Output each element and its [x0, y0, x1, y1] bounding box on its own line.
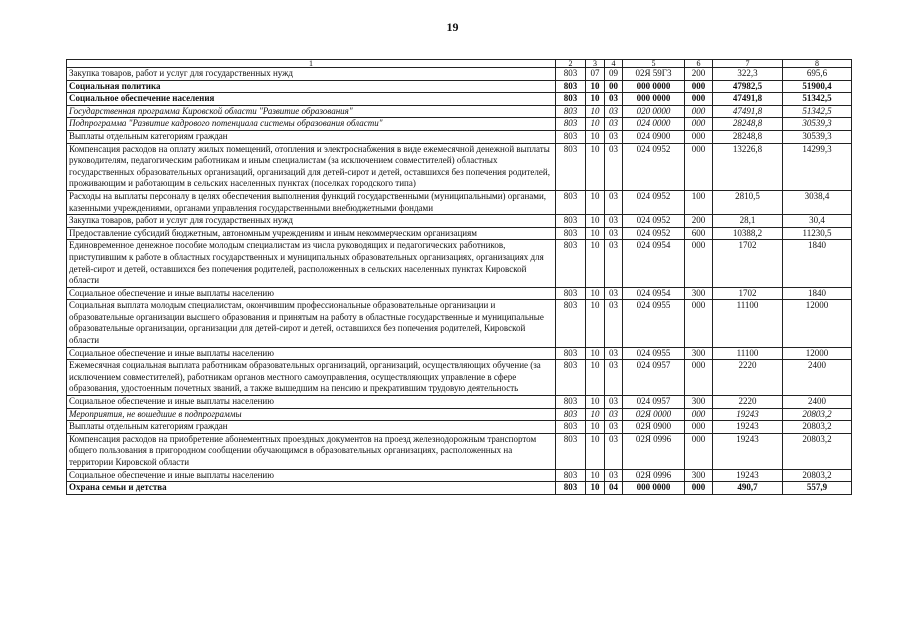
item-name-cell: Ежемесячная социальная выплата работникам образовательных организаций, организаций, осуществляющих обучение (за исключением совместителей), работникам органов местного самоуправления, осуществляющих управление в сфере образования, удостоенным почетных званий, а также вышедшим на пенсию и прекратившим трудовую деятельность: [67, 360, 556, 396]
section-code-cell: 10: [586, 408, 605, 421]
expense-type-code-cell: 000: [685, 433, 713, 469]
expense-type-code-cell: 000: [685, 408, 713, 421]
item-name-cell: Государственная программа Кировской области "Развитие образования": [67, 105, 556, 118]
subsection-code-cell: 03: [605, 347, 623, 360]
table-row: [67, 240, 852, 287]
column-number-4: 4: [605, 60, 623, 68]
column-number-6: 6: [685, 60, 713, 68]
section-code-cell: 07: [586, 68, 605, 81]
target-code-cell: 024 0900: [623, 130, 685, 143]
expense-type-code-cell: 000: [685, 421, 713, 434]
target-code-cell: 024 0952: [623, 190, 685, 214]
table-row: [67, 118, 852, 131]
table-row: [67, 227, 852, 240]
item-name-cell: Единовременное денежное пособие молодым специалистам из числа руководящих и педагогических работников, приступившим к работе в областных государственных и муниципальных образовательных организациях, организациях для детей-сирот и детей, оставшихся без попечения родителей, расположенных в сельских населенных пунктах Кировской области: [67, 240, 556, 287]
target-code-cell: 02Я 59Г3: [623, 68, 685, 81]
item-name-cell: Социальное обеспечение и иные выплаты населению: [67, 396, 556, 409]
admin-code-cell: 803: [556, 68, 586, 81]
table-row: [67, 482, 852, 495]
amount-year-2-cell: 30,4: [783, 215, 852, 228]
amount-year-1-cell: 47491,8: [713, 93, 783, 106]
subsection-code-cell: 03: [605, 190, 623, 214]
subsection-code-cell: 00: [605, 80, 623, 93]
item-name-cell: Подпрограмма "Развитие кадрового потенциала системы образования области": [67, 118, 556, 131]
amount-year-2-cell: 20803,2: [783, 421, 852, 434]
target-code-cell: 024 0955: [623, 300, 685, 347]
table-row: [67, 190, 852, 214]
section-code-cell: 10: [586, 300, 605, 347]
admin-code-cell: 803: [556, 130, 586, 143]
target-code-cell: 024 0954: [623, 240, 685, 287]
table-row: [67, 408, 852, 421]
admin-code-cell: 803: [556, 215, 586, 228]
admin-code-cell: 803: [556, 360, 586, 396]
table-row: [67, 130, 852, 143]
amount-year-2-cell: 1840: [783, 240, 852, 287]
section-code-cell: 10: [586, 105, 605, 118]
amount-year-2-cell: 12000: [783, 300, 852, 347]
section-code-cell: 10: [586, 433, 605, 469]
target-code-cell: 000 0000: [623, 80, 685, 93]
admin-code-cell: 803: [556, 143, 586, 190]
item-name-cell: Социальное обеспечение и иные выплаты населению: [67, 347, 556, 360]
table-row: [67, 93, 852, 106]
amount-year-1-cell: 19243: [713, 421, 783, 434]
subsection-code-cell: 03: [605, 360, 623, 396]
item-name-cell: Социальная выплата молодым специалистам, окончившим профессиональные образовательные организации и образовательные организации высшего образования и принятым на работу в областные государственные и муниципальные образовательные организации, организации для детей-сирот и детей, оставшихся без попечения родителей, Кировской области: [67, 300, 556, 347]
expense-type-code-cell: 000: [685, 105, 713, 118]
expense-type-code-cell: 000: [685, 130, 713, 143]
target-code-cell: 02Я 0996: [623, 433, 685, 469]
target-code-cell: 020 0000: [623, 105, 685, 118]
page-number: 19: [446, 20, 459, 34]
amount-year-1-cell: 11100: [713, 300, 783, 347]
subsection-code-cell: 03: [605, 118, 623, 131]
expense-type-code-cell: 200: [685, 215, 713, 228]
target-code-cell: 024 0957: [623, 396, 685, 409]
expense-type-code-cell: 300: [685, 469, 713, 482]
section-code-cell: 10: [586, 80, 605, 93]
admin-code-cell: 803: [556, 421, 586, 434]
table-row: [67, 80, 852, 93]
section-code-cell: 10: [586, 482, 605, 495]
section-code-cell: 10: [586, 227, 605, 240]
subsection-code-cell: 03: [605, 433, 623, 469]
amount-year-1-cell: 47982,5: [713, 80, 783, 93]
amount-year-2-cell: 11230,5: [783, 227, 852, 240]
subsection-code-cell: 03: [605, 469, 623, 482]
amount-year-2-cell: 20803,2: [783, 469, 852, 482]
admin-code-cell: 803: [556, 240, 586, 287]
amount-year-2-cell: 30539,3: [783, 118, 852, 131]
amount-year-2-cell: 51342,5: [783, 93, 852, 106]
amount-year-1-cell: 47491,8: [713, 105, 783, 118]
section-code-cell: 10: [586, 360, 605, 396]
expense-type-code-cell: 600: [685, 227, 713, 240]
amount-year-1-cell: 2810,5: [713, 190, 783, 214]
section-code-cell: 10: [586, 469, 605, 482]
target-code-cell: 024 0952: [623, 227, 685, 240]
subsection-code-cell: 03: [605, 105, 623, 118]
admin-code-cell: 803: [556, 105, 586, 118]
section-code-cell: 10: [586, 130, 605, 143]
amount-year-1-cell: 28248,8: [713, 130, 783, 143]
expense-type-code-cell: 000: [685, 482, 713, 495]
amount-year-1-cell: 10388,2: [713, 227, 783, 240]
admin-code-cell: 803: [556, 433, 586, 469]
section-code-cell: 10: [586, 287, 605, 300]
table-row: [67, 396, 852, 409]
section-code-cell: 10: [586, 143, 605, 190]
table-row: [67, 287, 852, 300]
item-name-cell: Закупка товаров, работ и услуг для государственных нужд: [67, 215, 556, 228]
amount-year-1-cell: 2220: [713, 360, 783, 396]
subsection-code-cell: 03: [605, 215, 623, 228]
item-name-cell: Охрана семьи и детства: [67, 482, 556, 495]
subsection-code-cell: 03: [605, 396, 623, 409]
expense-type-code-cell: 000: [685, 80, 713, 93]
amount-year-2-cell: 30539,3: [783, 130, 852, 143]
section-code-cell: 10: [586, 396, 605, 409]
admin-code-cell: 803: [556, 190, 586, 214]
amount-year-2-cell: 12000: [783, 347, 852, 360]
item-name-cell: Предоставление субсидий бюджетным, автономным учреждениям и иным некоммерческим организациям: [67, 227, 556, 240]
expense-type-code-cell: 000: [685, 240, 713, 287]
subsection-code-cell: 03: [605, 143, 623, 190]
target-code-cell: 02Я 0000: [623, 408, 685, 421]
subsection-code-cell: 03: [605, 287, 623, 300]
section-code-cell: 10: [586, 190, 605, 214]
column-number-1: 1: [67, 60, 556, 68]
admin-code-cell: 803: [556, 396, 586, 409]
item-name-cell: Социальное обеспечение и иные выплаты населению: [67, 469, 556, 482]
item-name-cell: Социальное обеспечение и иные выплаты населению: [67, 287, 556, 300]
column-number-3: 3: [586, 60, 605, 68]
amount-year-2-cell: 51900,4: [783, 80, 852, 93]
table-row: [67, 300, 852, 347]
table-row: [67, 215, 852, 228]
amount-year-1-cell: 28248,8: [713, 118, 783, 131]
admin-code-cell: 803: [556, 482, 586, 495]
admin-code-cell: 803: [556, 118, 586, 131]
subsection-code-cell: 03: [605, 421, 623, 434]
amount-year-1-cell: 1702: [713, 287, 783, 300]
expense-type-code-cell: 000: [685, 93, 713, 106]
item-name-cell: Социальное обеспечение населения: [67, 93, 556, 106]
amount-year-2-cell: 51342,5: [783, 105, 852, 118]
expense-type-code-cell: 300: [685, 396, 713, 409]
target-code-cell: 02Я 0996: [623, 469, 685, 482]
section-code-cell: 10: [586, 347, 605, 360]
amount-year-1-cell: 13226,8: [713, 143, 783, 190]
table-row: [67, 105, 852, 118]
table-row: [67, 421, 852, 434]
target-code-cell: 024 0954: [623, 287, 685, 300]
target-code-cell: 024 0955: [623, 347, 685, 360]
item-name-cell: Компенсация расходов на приобретение абонементных проездных документов на проезд железнодорожным транспортом общего пользования в пригородном сообщении обучающимся в образовательных организациях, расположенных на территории Кировской области: [67, 433, 556, 469]
subsection-code-cell: 04: [605, 482, 623, 495]
table-row: [67, 433, 852, 469]
section-code-cell: 10: [586, 215, 605, 228]
subsection-code-cell: 09: [605, 68, 623, 81]
target-code-cell: 024 0957: [623, 360, 685, 396]
amount-year-2-cell: 695,6: [783, 68, 852, 81]
expense-type-code-cell: 300: [685, 287, 713, 300]
amount-year-1-cell: 19243: [713, 433, 783, 469]
amount-year-2-cell: 2400: [783, 360, 852, 396]
admin-code-cell: 803: [556, 469, 586, 482]
amount-year-1-cell: 490,7: [713, 482, 783, 495]
table-row: [67, 143, 852, 190]
section-code-cell: 10: [586, 93, 605, 106]
admin-code-cell: 803: [556, 93, 586, 106]
subsection-code-cell: 03: [605, 300, 623, 347]
table-row: [67, 360, 852, 396]
expense-type-code-cell: 000: [685, 300, 713, 347]
column-number-8: 8: [783, 60, 852, 68]
amount-year-2-cell: 14299,3: [783, 143, 852, 190]
expense-type-code-cell: 000: [685, 143, 713, 190]
amount-year-1-cell: 19243: [713, 408, 783, 421]
amount-year-1-cell: 2220: [713, 396, 783, 409]
target-code-cell: 000 0000: [623, 93, 685, 106]
amount-year-2-cell: 3038,4: [783, 190, 852, 214]
admin-code-cell: 803: [556, 227, 586, 240]
column-number-2: 2: [556, 60, 586, 68]
budget-table: [66, 59, 852, 495]
expense-type-code-cell: 000: [685, 360, 713, 396]
item-name-cell: Закупка товаров, работ и услуг для государственных нужд: [67, 68, 556, 81]
target-code-cell: 000 0000: [623, 482, 685, 495]
subsection-code-cell: 03: [605, 227, 623, 240]
item-name-cell: Расходы на выплаты персоналу в целях обеспечения выполнения функций государственными (муниципальными) органами, казенными учреждениями, органами управления государственными внебюджетными фондами: [67, 190, 556, 214]
amount-year-2-cell: 2400: [783, 396, 852, 409]
target-code-cell: 024 0952: [623, 143, 685, 190]
item-name-cell: Социальная политика: [67, 80, 556, 93]
subsection-code-cell: 03: [605, 93, 623, 106]
table-row: [67, 68, 852, 81]
item-name-cell: Мероприятия, не вошедшие в подпрограммы: [67, 408, 556, 421]
expense-type-code-cell: 300: [685, 347, 713, 360]
item-name-cell: Выплаты отдельным категориям граждан: [67, 421, 556, 434]
amount-year-1-cell: 11100: [713, 347, 783, 360]
expense-type-code-cell: 100: [685, 190, 713, 214]
subsection-code-cell: 03: [605, 130, 623, 143]
section-code-cell: 10: [586, 421, 605, 434]
section-code-cell: 10: [586, 118, 605, 131]
amount-year-1-cell: 1702: [713, 240, 783, 287]
header-row: [67, 60, 852, 68]
amount-year-2-cell: 20803,2: [783, 433, 852, 469]
amount-year-2-cell: 557,9: [783, 482, 852, 495]
target-code-cell: 02Я 0900: [623, 421, 685, 434]
item-name-cell: Выплаты отдельным категориям граждан: [67, 130, 556, 143]
table-row: [67, 469, 852, 482]
section-code-cell: 10: [586, 240, 605, 287]
admin-code-cell: 803: [556, 347, 586, 360]
admin-code-cell: 803: [556, 408, 586, 421]
target-code-cell: 024 0952: [623, 215, 685, 228]
column-number-7: 7: [713, 60, 783, 68]
amount-year-2-cell: 1840: [783, 287, 852, 300]
item-name-cell: Компенсация расходов на оплату жилых помещений, отопления и электроснабжения в виде ежемесячной денежной выплаты руководителям, педагогическим работникам и иным специалистам (за исключением совместителей) областных государственных образовательных организаций, организаций для детей-сирот и детей, оставшихся без попечения родителей, проживающим и работающим в сельских населенных пунктах (поселках городского типа): [67, 143, 556, 190]
table-row: [67, 347, 852, 360]
amount-year-1-cell: 322,3: [713, 68, 783, 81]
subsection-code-cell: 03: [605, 240, 623, 287]
admin-code-cell: 803: [556, 287, 586, 300]
expense-type-code-cell: 200: [685, 68, 713, 81]
admin-code-cell: 803: [556, 80, 586, 93]
amount-year-1-cell: 28,1: [713, 215, 783, 228]
amount-year-2-cell: 20803,2: [783, 408, 852, 421]
target-code-cell: 024 0000: [623, 118, 685, 131]
column-number-5: 5: [623, 60, 685, 68]
table-body: [67, 68, 852, 495]
amount-year-1-cell: 19243: [713, 469, 783, 482]
admin-code-cell: 803: [556, 300, 586, 347]
column-numbers-header: [67, 60, 852, 68]
subsection-code-cell: 03: [605, 408, 623, 421]
expense-type-code-cell: 000: [685, 118, 713, 131]
